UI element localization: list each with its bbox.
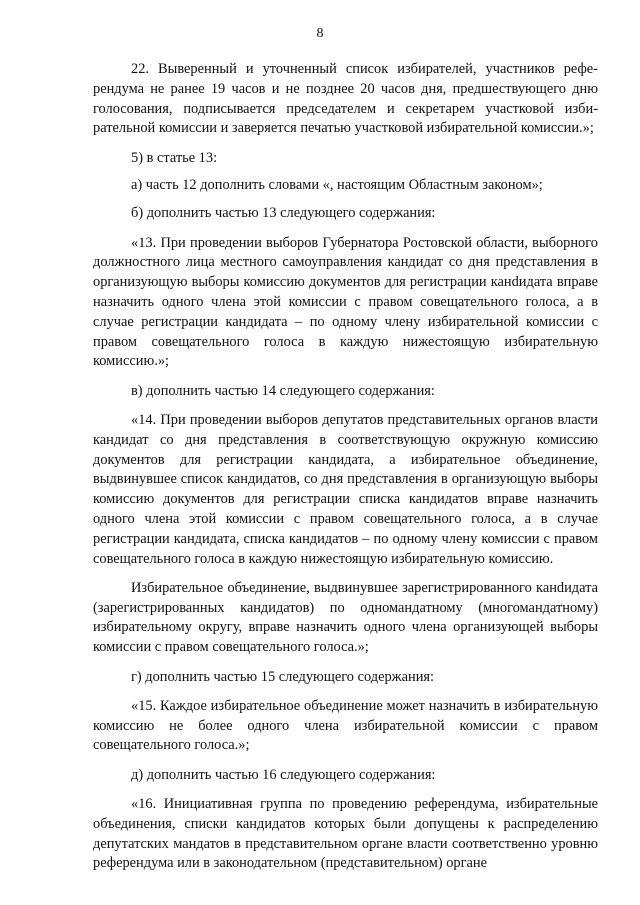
paragraph-item-22: 22. Выверенный и уточненный список избирателей, участников референдума не ранее 19 часов и не позднее 20 часов дня, предшествующего дню голосования, подписывается председателем и секретарем участковой избирательной комиссии и заверяется печатью участковой избирательной комиссии.»;: [93, 61, 598, 137]
paragraph-add-part-13: б) дополнить частью 13 следующего содержания:: [131, 205, 436, 222]
paragraph-part-16-text: «16. Инициативная группа по проведению референдума, избирательные объединения, списки кандидатов которых были допущены к распределению депутатских мандатов в представительном органе власти соответственно уровню референдума или в законодательном (представительном) органе: [93, 796, 598, 872]
paragraph-part-14-text: «14. При проведении выборов депутатов представительных органов власти кандидат со дня представления в соответствующую окружную комиссию документов для регистрации кандидата, а избирательное объединение, выдвинувшее список кандидатов, со дня представления в организующую выборы комиссию документов для регистрации списка кандидатов вправе назначить одного члена этой комиссии с правом совещательного голоса, а в случае регистрации кандидата, списка кандидатов – по одному члену комиссии с правом совещательного голоса в каждую нижестоящую избирательную комиссию.: [93, 411, 598, 567]
paragraph-add-part-15: г) дополнить частью 15 следующего содержания:: [131, 668, 435, 685]
paragraph-add-part-14: в) дополнить частью 14 следующего содержания:: [131, 382, 435, 399]
paragraph-add-part-16: д) дополнить частью 16 следующего содержания:: [131, 766, 436, 783]
page-number: 8: [316, 26, 324, 41]
paragraph-part-13-text: «13. При проведении выборов Губернатора Ростовской области, выборного должностного лица местного самоуправления кандидат со дня представления в организующую выборы комиссию документов для регистрации канdидата вправе назначить одного члена этой комиссии с правом совещательного голоса, а в случае регистрации кандидата – по одному члену избирательной комиссии с правом совещательного голоса в каждую нижестоящую избирательную комиссию.»;: [93, 234, 598, 370]
paragraph-part-14-continued: Избирательное объединение, выдвинувшее зарегистрированного канdидата (зарегистрированных кандидатов) по одномандатному (многомандатному) избирательному округу, вправе назначить одного члена организующей выборы комиссии с правом совещательного голоса.»;: [93, 579, 598, 656]
paragraph-article-13: 5) в статье 13:: [131, 149, 218, 166]
paragraph-amend-part-12: а) часть 12 дополнить словами «, настоящим Областным законом»;: [131, 177, 543, 194]
document-body: [93, 60, 598, 884]
paragraph-part-15-text: «15. Каждое избирательное объединение может назначить в избирательную комиссию не более одного члена избирательной комиссии с правом совещательного голоса.»;: [93, 697, 598, 754]
